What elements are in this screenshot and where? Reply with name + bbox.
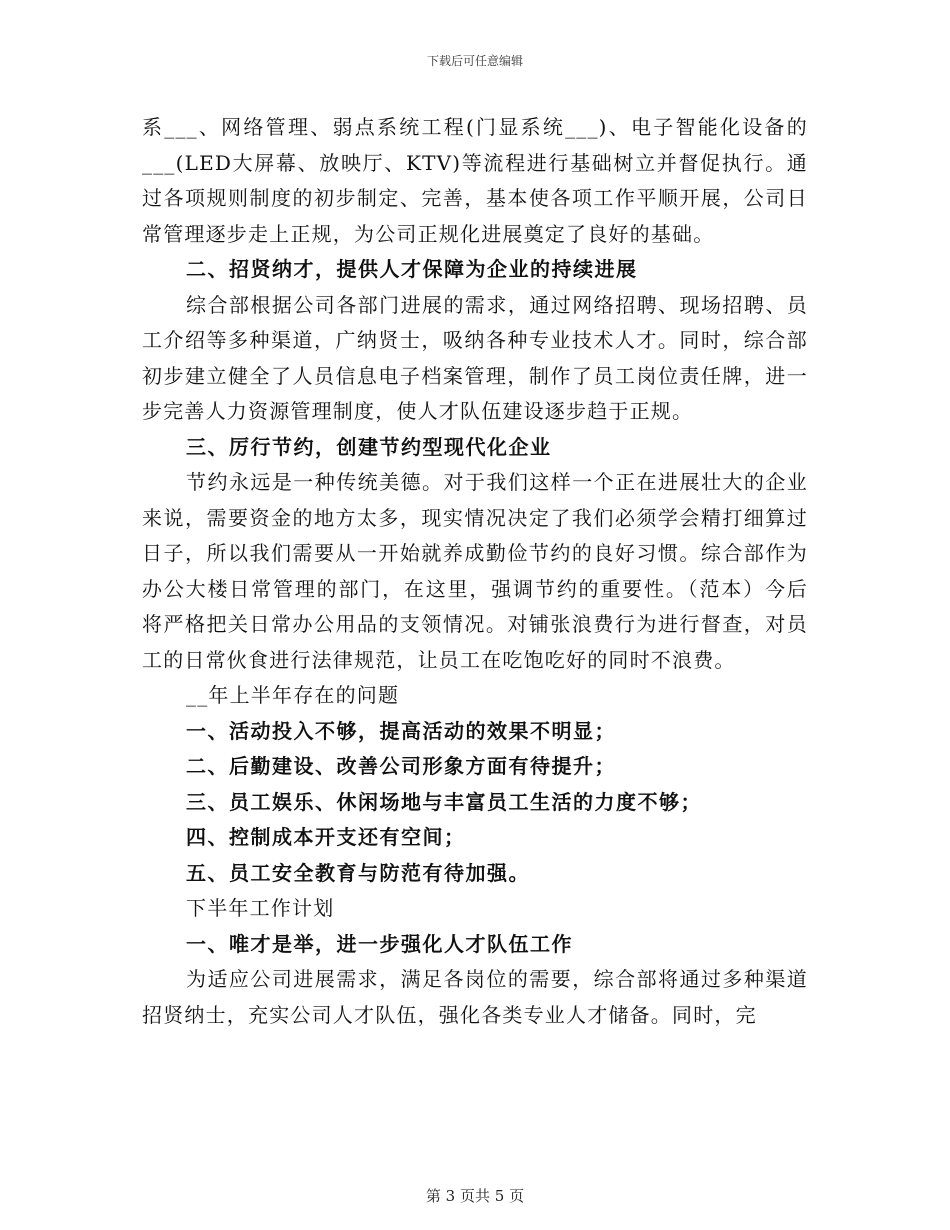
heading-plan-talent: 一、唯才是举，进一步强化人才队伍工作 — [186, 931, 573, 956]
heading-frugality: 三、厉行节约，创建节约型现代化企业 — [186, 434, 552, 459]
problem-item: 三、员工娱乐、休闲场地与丰富员工生活的力度不够； — [186, 789, 702, 814]
page-header: 下载后可任意编辑 — [426, 54, 523, 68]
problem-item: 四、控制成本开支还有空间； — [186, 825, 466, 849]
page-number: 第 3 页共 5 页 — [425, 1187, 525, 1205]
paragraph-management-rules: 系___、网络管理、弱点系统工程(门显系统___)、电子智能化设备的___(LED大屏幕、放映厅、KTV)等流程进行基础树立并督促执行。通过各项规则制度的初步制定、完善，基本使各项工作平顺开展，公司日常管理逐步走上正规，为公司正规化进展奠定了良好的基础。 — [142, 115, 808, 246]
heading-talent-recruitment: 二、招贤纳才，提供人才保障为企业的持续进展 — [186, 257, 638, 281]
problem-item: 二、后勤建设、改善公司形象方面有待提升； — [186, 754, 616, 778]
paragraph-frugality: 节约永远是一种传统美德。对于我们这样一个正在进展壮大的企业来说，需要资金的地方太多，现实情况决定了我们必须学会精打细算过日子，所以我们需要从一开始就养成勤俭节约的良好习惯。综合部作为办公大楼日常管理的部门，在这里，强调节约的重要性。（范本）今后将严格把关日常办公用品的支领情况。对铺张浪费行为进行督查，对员工的日常伙食进行法律规范，让员工在吃饱吃好的同时不浪费。 — [142, 470, 808, 672]
problem-item: 一、活动投入不够，提高活动的效果不明显； — [186, 718, 616, 743]
paragraph-talent-recruitment: 综合部根据公司各部门进展的需求，通过网络招聘、现场招聘、员工介绍等多种渠道，广纳贤士，吸纳各种专业技术人才。同时，综合部初步建立健全了人员信息电子档案管理，制作了员工岗位责任牌，进一步完善人力资源管理制度，使人才队伍建设逐步趋于正规。 — [142, 292, 808, 423]
problem-item: 五、员工安全教育与防范有待加强。 — [186, 860, 530, 885]
heading-problems: __年上半年存在的问题 — [186, 683, 400, 707]
paragraph-plan-talent: 为适应公司进展需求，满足各岗位的需要，综合部将通过多种渠道招贤纳士，充实公司人才队伍，强化各类专业人才储备。同时，完 — [142, 967, 808, 1027]
heading-work-plan: 下半年工作计划 — [186, 896, 335, 920]
document-body — [142, 110, 808, 1033]
